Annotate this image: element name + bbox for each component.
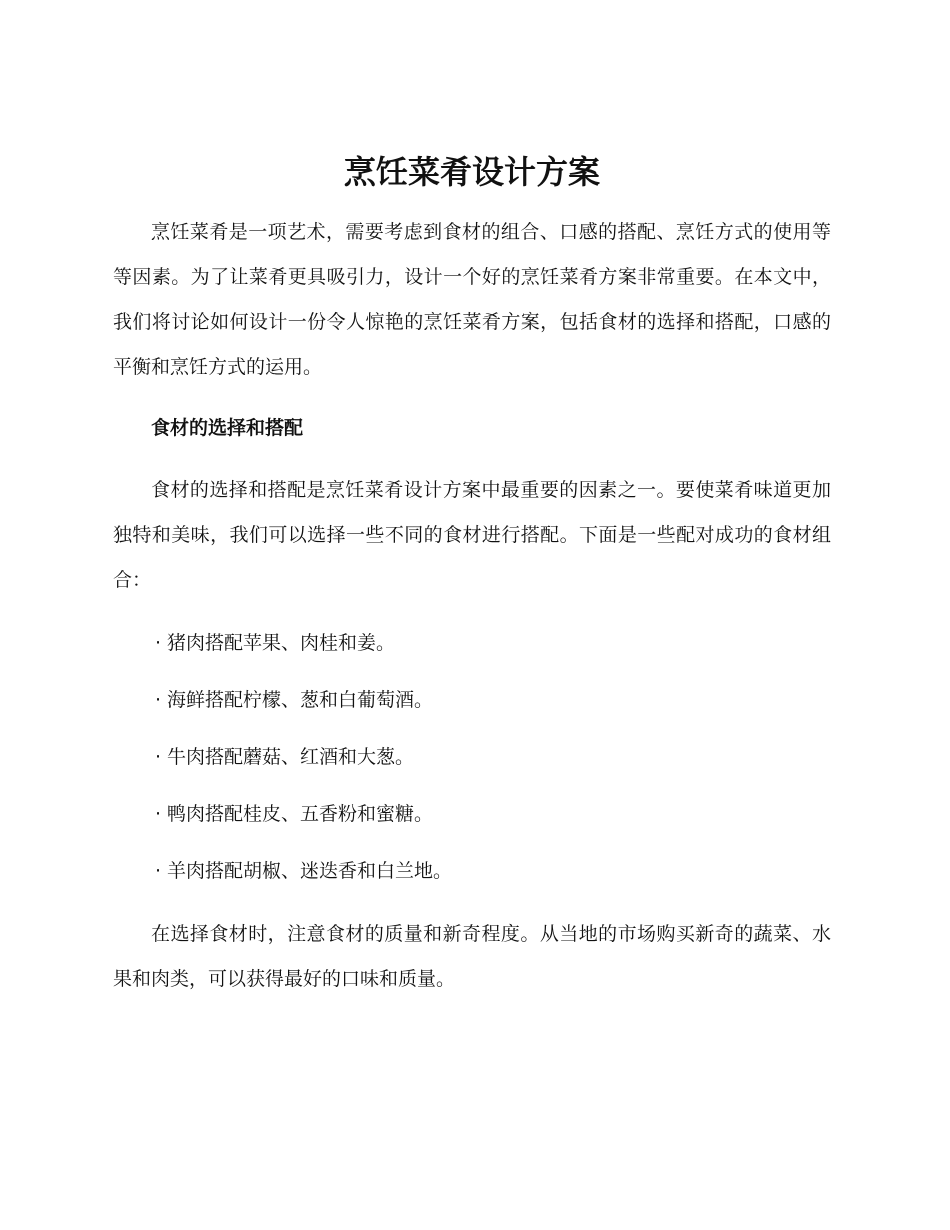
- list-item: [113, 849, 831, 894]
- bullet-marker: ·: [155, 860, 162, 882]
- bullet-marker: ·: [155, 803, 162, 825]
- list-item-text: 牛肉搭配蘑菇、红酒和大葱。: [167, 746, 415, 768]
- list-item: [113, 678, 831, 723]
- bullet-marker: ·: [155, 746, 162, 768]
- list-item: [113, 792, 831, 837]
- list-item-text: 羊肉搭配胡椒、迷迭香和白兰地。: [167, 860, 453, 882]
- ingredient-pairing-list: [113, 621, 831, 894]
- list-item: [113, 621, 831, 666]
- bullet-marker: ·: [155, 689, 162, 711]
- intro-paragraph: 烹饪菜肴是一项艺术，需要考虑到食材的组合、口感的搭配、烹饪方式的使用等等因素。为了让菜肴更具吸引力，设计一个好的烹饪菜肴方案非常重要。在本文中，我们将讨论如何设计一份令人惊艳的烹饪菜肴方案，包括食材的选择和搭配，口感的平衡和烹饪方式的运用。: [113, 221, 831, 378]
- closing-paragraph: 在选择食材时，注意食材的质量和新奇程度。从当地的市场购买新奇的蔬菜、水果和肉类，可以获得最好的口味和质量。: [113, 923, 831, 990]
- document-page: [113, 146, 831, 1020]
- list-item: [113, 735, 831, 780]
- list-item-text: 猪肉搭配苹果、肉桂和姜。: [167, 632, 396, 654]
- section-heading: 食材的选择和搭配: [151, 417, 304, 439]
- bullet-marker: ·: [155, 632, 162, 654]
- list-item-text: 鸭肉搭配桂皮、五香粉和蜜糖。: [167, 803, 434, 825]
- document-title: 烹饪菜肴设计方案: [343, 153, 600, 191]
- section-paragraph: 食材的选择和搭配是烹饪菜肴设计方案中最重要的因素之一。要使菜肴味道更加独特和美味，我们可以选择一些不同的食材进行搭配。下面是一些配对成功的食材组合：: [113, 479, 831, 591]
- list-item-text: 海鲜搭配柠檬、葱和白葡萄酒。: [167, 689, 434, 711]
